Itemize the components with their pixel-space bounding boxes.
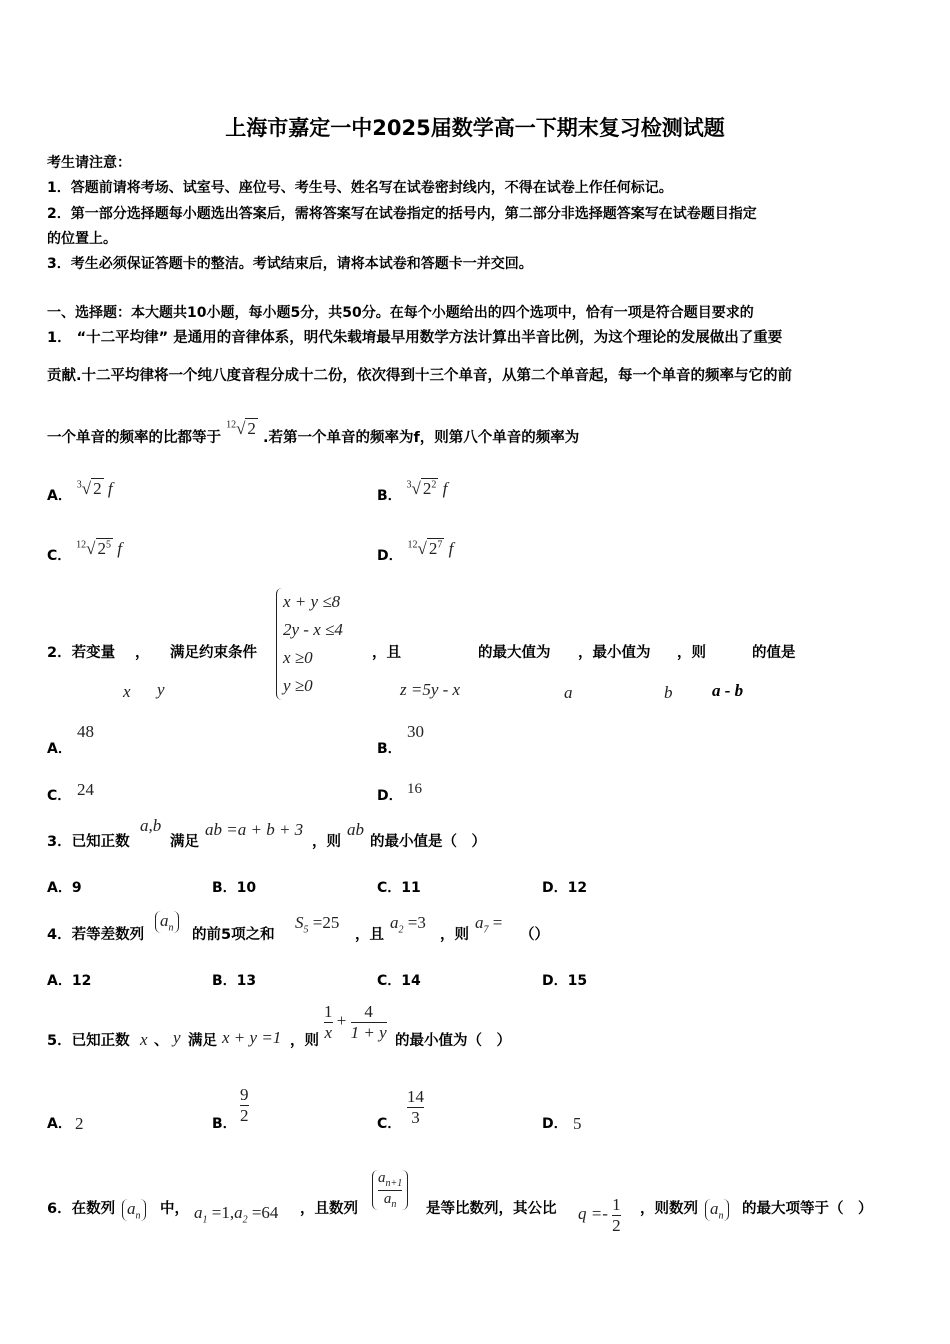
q2-constraint-2: 2y - x ≤4	[283, 620, 343, 639]
q3-option-b[interactable]: B．10	[212, 880, 257, 896]
notice-item-2: 2．第一部分选择题每小题选出答案后，需将答案写在试卷指定的括号内，第二部分非选择题答案写在试卷题目指定	[47, 206, 757, 222]
q5-option-a[interactable]: A．	[47, 1116, 72, 1132]
q1-option-c-formula: $^{12}$√ $2^5$ f	[76, 539, 122, 558]
section-heading: 一、选择题：本大题共10小题，每小题5分，共50分。在每个小题给出的四个选项中，恰有一项是符合题目要求的	[47, 305, 754, 321]
q1-line3-b: .若第一个单音的频率为f，则第八个单音的频率为	[262, 430, 580, 446]
q2-option-c[interactable]: C．	[47, 788, 72, 804]
q1-option-a[interactable]: A． $^3$√ 2 f	[47, 479, 113, 504]
q4-s5: $S_5 =25$	[295, 913, 340, 936]
notice-item-2-cont: 的位置上。	[47, 231, 117, 247]
notice-item-1: 1．答题前请将考场、试室号、座位号、考生号、姓名写在试卷密封线内，不得在试卷上作任何标记。	[47, 180, 673, 196]
q2-text-c: 满足约束条件	[170, 645, 257, 661]
q5-expression: $\frac{1}{x}$ + $\frac{4}{1 + y}$	[324, 1002, 387, 1042]
q2-constraint-3: x ≥0	[283, 648, 313, 667]
q1-line3	[47, 419, 580, 447]
q3-text-b: 满足	[170, 834, 199, 850]
notice-item-3: 3．考生必须保证答题卡的整洁。考试结束后，请将本试卷和答题卡一并交回。	[47, 256, 533, 272]
q6-text-d: 是等比数列，其公比	[426, 1201, 557, 1217]
q5-option-d[interactable]: D．	[542, 1116, 568, 1132]
q2-objective: z =5y - x	[400, 680, 461, 699]
q4-option-a[interactable]: A．12	[47, 973, 92, 989]
q4-text-c: ，且	[355, 927, 384, 943]
notice-heading: 考生请注意：	[47, 155, 131, 171]
q1-option-a-formula: $^3$√ 2 f	[76, 479, 113, 498]
q2-b: b	[664, 683, 673, 702]
q2-option-b[interactable]: B．	[377, 741, 402, 757]
q2-option-d-value: 16	[407, 781, 422, 797]
q2-text-d: ，且	[372, 645, 401, 661]
q2-option-a-value: 48	[77, 722, 94, 741]
q2-constraint-system	[276, 588, 343, 700]
q5-option-c-fraction: $\frac{14}{3}$	[407, 1087, 424, 1127]
q3-option-c[interactable]: C．11	[377, 880, 421, 896]
q1-option-c[interactable]: C． $^{12}$√ $2^5$ f	[47, 539, 122, 564]
q4-option-c[interactable]: C．14	[377, 973, 421, 989]
q4-sequence-an: $a_n$	[155, 911, 179, 933]
q5-text-a: 5．已知正数	[47, 1033, 130, 1049]
q5-option-b-fraction: $\frac{9}{2}$	[240, 1085, 249, 1125]
q2-a-minus-b: a - b	[712, 681, 744, 700]
q5-option-d-value: 5	[573, 1114, 582, 1133]
q5-option-c[interactable]: C．	[377, 1116, 402, 1132]
q2-option-a[interactable]: A．	[47, 741, 72, 757]
q6-sequence-an-2: $a_n$	[705, 1199, 729, 1221]
q5-x: x	[140, 1030, 148, 1049]
q4-a7: $a_7$ =	[475, 913, 503, 936]
q2-option-b-value: 30	[407, 722, 424, 741]
q2-constraint-4: y ≥0	[283, 676, 313, 695]
q5-sep: 、	[154, 1033, 169, 1049]
q5-option-b[interactable]: B．	[212, 1116, 237, 1132]
q2-var-x: x	[123, 682, 131, 701]
q4-text-d: ，则	[440, 927, 469, 943]
q1-option-b[interactable]: B． $^3$√ $2^2$ f	[377, 479, 448, 504]
q1-line3-a: 一个单音的频率的比都等于	[47, 430, 221, 446]
q6-sequence-an: $a_n$	[122, 1199, 146, 1221]
q3-text-a: 3．已知正数	[47, 834, 130, 850]
q2-option-c-value: 24	[77, 780, 94, 799]
q2-text-f: ，最小值为	[578, 645, 651, 661]
q4-text-e: （）	[520, 927, 549, 943]
q5-y: y	[173, 1028, 181, 1047]
page-title: 上海市嘉定一中2025届数学高一下期末复习检测试题	[225, 116, 725, 140]
q6-ratio-sequence: $\frac{a_{n+1}}{a_n}$	[372, 1170, 408, 1210]
q1-option-d[interactable]: D． $^{12}$√ $2^7$ f	[377, 539, 454, 564]
q2-option-d[interactable]: D．	[377, 788, 403, 804]
q2-constraint-1: x + y ≤8	[283, 592, 341, 611]
q3-condition: ab =a + b + 3	[205, 820, 304, 839]
q4-option-d[interactable]: D．15	[542, 973, 588, 989]
q3-vars: a,b	[140, 816, 162, 835]
q1-line2: 贡献.十二平均律将一个纯八度音程分成十二份，依次得到十三个单音，从第二个单音起，每一个单音的频率与它的前	[47, 368, 793, 384]
q1-option-b-formula: $^3$√ $2^2$ f	[406, 479, 448, 498]
q2-var-y: y	[157, 680, 165, 699]
q5-option-a-value: 2	[75, 1114, 84, 1133]
q4-text-a: 4．若等差数列	[47, 927, 145, 943]
q1-line1: 1． “十二平均律” 是通用的音律体系，明代朱载堉最早用数学方法计算出半音比例，为这个理论的发展做出了重要	[47, 330, 783, 346]
q5-condition: x + y =1	[222, 1028, 282, 1047]
q2-a: a	[564, 683, 573, 702]
q3-option-d[interactable]: D．12	[542, 880, 588, 896]
q2-text-e: 的最大值为	[478, 645, 551, 661]
q4-text-b: 的前5项之和	[192, 927, 275, 943]
q2-text-g: ，则	[677, 645, 706, 661]
q1-option-d-formula: $^{12}$√ $2^7$ f	[407, 539, 454, 558]
q2-text-b: ，	[135, 645, 150, 661]
q6-text-c: ，且数列	[300, 1201, 358, 1217]
q5-text-c: ，则	[290, 1033, 319, 1049]
q6-text-e: ，则数列	[640, 1201, 698, 1217]
q5-text-d: 的最小值为（ ）	[395, 1033, 511, 1049]
q4-a2: $a_2 =3$	[390, 913, 426, 936]
q1-ratio-formula: $^{12}$√ 2	[226, 419, 256, 438]
q6-initial: $a_1 =1,a_2 =64$	[194, 1203, 279, 1226]
q3-option-a[interactable]: A．9	[47, 880, 82, 896]
q5-text-b: 满足	[188, 1033, 217, 1049]
q3-text-d: 的最小值是（ ）	[370, 834, 486, 850]
q3-ab: ab	[347, 820, 364, 839]
q6-text-a: 6．在数列	[47, 1201, 116, 1217]
q4-option-b[interactable]: B．13	[212, 973, 257, 989]
q6-text-b: 中，	[160, 1201, 189, 1217]
q2-text-a: 2．若变量	[47, 645, 116, 661]
q3-text-c: ，则	[312, 834, 341, 850]
q6-ratio: q =- $\frac{1}{2}$	[578, 1195, 621, 1235]
q6-text-f: 的最大项等于（ ）	[742, 1201, 873, 1217]
q2-text-h: 的值是	[752, 645, 796, 661]
